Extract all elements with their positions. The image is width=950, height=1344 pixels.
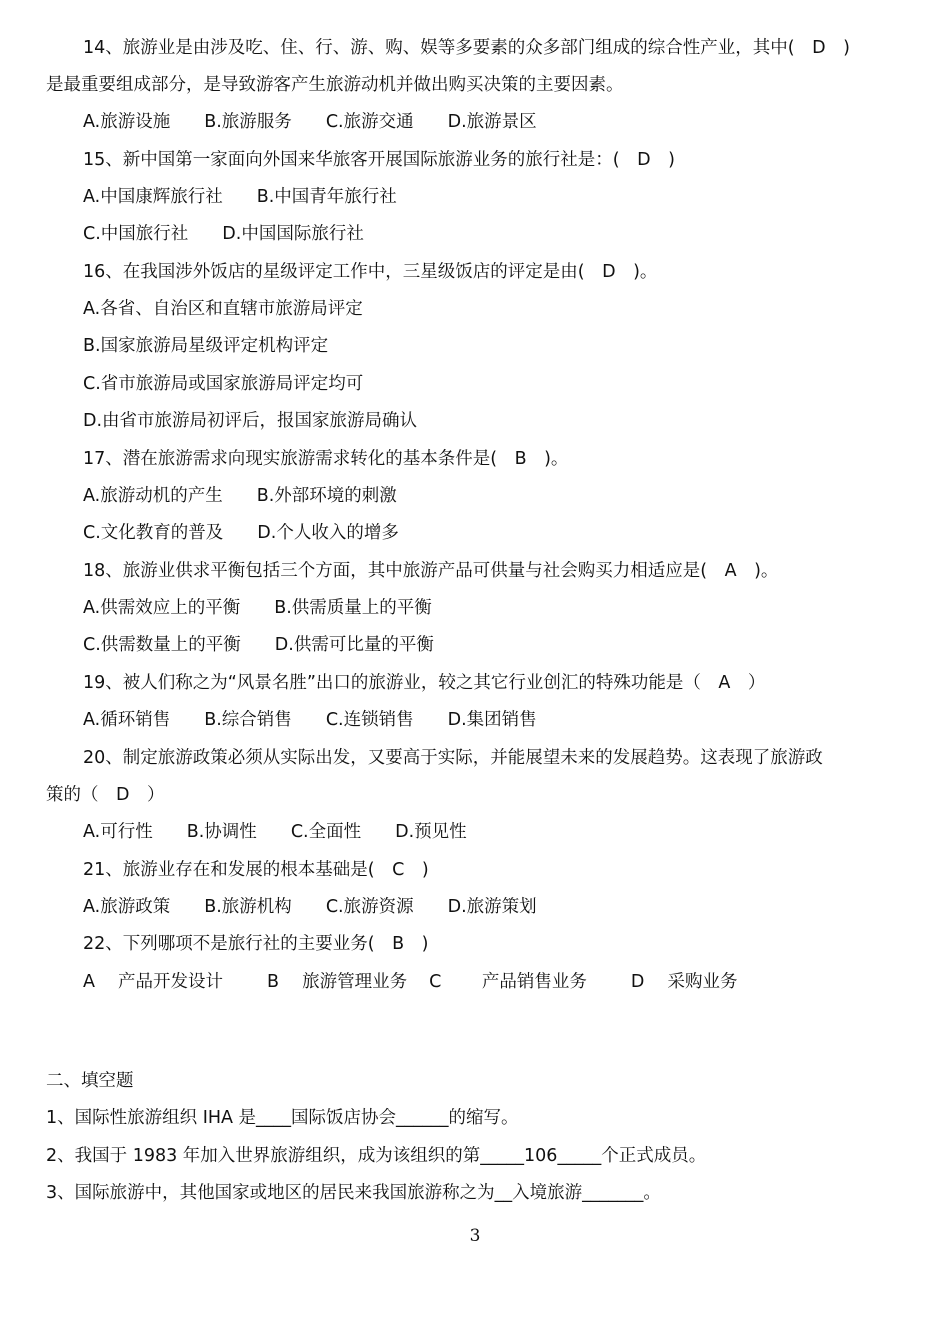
q14-option-b: B.旅游服务 [204, 112, 292, 132]
q20-stem-line1: 20、制定旅游政策必须从实际出发，又要高于实际，并能展望未来的发展趋势。这表现了旅游政 [83, 748, 823, 768]
q22-stem: 22、下列哪项不是旅行社的主要业务( B ) [83, 934, 429, 954]
q17-options-row1 [83, 484, 397, 508]
q17-option-d: D.个人收入的增多 [257, 523, 399, 543]
q19-option-b: B.综合销售 [204, 710, 292, 730]
q20-option-d: D.预见性 [395, 822, 467, 842]
q18-stem: 18、旅游业供求平衡包括三个方面，其中旅游产品可供量与社会购买力相适应是( A )。 [83, 561, 779, 581]
q22-option-c: C 产品销售业务 [429, 972, 587, 992]
q15-stem: 15、新中国第一家面向外国来华旅客开展国际旅游业务的旅行社是：( D ) [83, 150, 675, 170]
q18-option-a: A.供需效应上的平衡 [83, 598, 241, 618]
q20-option-b: B.协调性 [186, 822, 257, 842]
q19-option-a: A.循环销售 [83, 710, 171, 730]
q20-stem-line2: 策的（ D ） [46, 785, 165, 805]
q16-option-c: C.省市旅游局或国家旅游局评定均可 [83, 374, 364, 394]
q14-stem-line1: 14、旅游业是由涉及吃、住、行、游、购、娱等多要素的众多部门组成的综合性产业，其中( D ) [83, 38, 850, 58]
q16-option-a: A.各省、自治区和直辖市旅游局评定 [83, 299, 363, 319]
q22-options [83, 970, 737, 994]
q18-options-row2 [83, 633, 434, 657]
q20-option-a: A.可行性 [83, 822, 153, 842]
q18-option-c: C.供需数量上的平衡 [83, 635, 241, 655]
q16-option-d: D.由省市旅游局初评后，报国家旅游局确认 [83, 411, 418, 431]
q15-options-row1 [83, 185, 397, 209]
section-heading-fill-in: 二、填空题 [46, 1071, 134, 1091]
q14-options [83, 110, 537, 134]
q17-option-a: A.旅游动机的产生 [83, 486, 223, 506]
q20-option-c: C.全面性 [290, 822, 362, 842]
q15-option-c: C.中国旅行社 [83, 224, 189, 244]
q19-stem: 19、被人们称之为“风景名胜”出口的旅游业，较之其它行业创汇的特殊功能是（ A ） [83, 673, 766, 693]
fill-in-1: 1、国际性旅游组织 IHA 是____国际饭店协会______的缩写。 [46, 1108, 519, 1128]
q18-options-row1 [83, 596, 432, 620]
fill-in-3: 3、国际旅游中，其他国家或地区的居民来我国旅游称之为__入境旅游_______。 [46, 1183, 661, 1203]
q18-option-d: D.供需可比量的平衡 [274, 635, 434, 655]
q14-option-a: A.旅游设施 [83, 112, 171, 132]
q17-option-b: B.外部环境的刺激 [256, 486, 397, 506]
q17-option-c: C.文化教育的普及 [83, 523, 224, 543]
q17-stem: 17、潜在旅游需求向现实旅游需求转化的基本条件是( B )。 [83, 449, 569, 469]
q19-option-d: D.集团销售 [447, 710, 537, 730]
q19-options [83, 708, 537, 732]
q22-option-a: A 产品开发设计 [83, 972, 224, 992]
q21-option-c: C.旅游资源 [325, 897, 414, 917]
q21-option-b: B.旅游机构 [204, 897, 292, 917]
fill-in-2: 2、我国于 1983 年加入世界旅游组织，成为该组织的第_____106_____个正式成员。 [46, 1146, 707, 1166]
q22-option-b: B 旅游管理业务 [267, 972, 408, 992]
q21-options [83, 895, 537, 919]
q15-options-row2 [83, 222, 364, 246]
q19-option-c: C.连锁销售 [325, 710, 414, 730]
q16-option-b: B.国家旅游局星级评定机构评定 [83, 336, 329, 356]
q20-options [83, 820, 467, 844]
q15-option-a: A.中国康辉旅行社 [83, 187, 223, 207]
q15-option-b: B.中国青年旅行社 [256, 187, 397, 207]
page-number: 3 [469, 1226, 481, 1246]
q15-option-d: D.中国国际旅行社 [222, 224, 364, 244]
q14-stem-line2: 是最重要组成部分，是导致游客产生旅游动机并做出购买决策的主要因素。 [46, 75, 624, 95]
q22-option-d: D 采购业务 [630, 972, 738, 992]
q16-stem: 16、在我国涉外饭店的星级评定工作中，三星级饭店的评定是由( D )。 [83, 262, 658, 282]
q14-option-d: D.旅游景区 [447, 112, 537, 132]
q17-options-row2 [83, 521, 399, 545]
q21-stem: 21、旅游业存在和发展的根本基础是( C ) [83, 860, 429, 880]
q21-option-d: D.旅游策划 [447, 897, 537, 917]
q21-option-a: A.旅游政策 [83, 897, 171, 917]
q14-option-c: C.旅游交通 [325, 112, 414, 132]
q18-option-b: B.供需质量上的平衡 [274, 598, 432, 618]
